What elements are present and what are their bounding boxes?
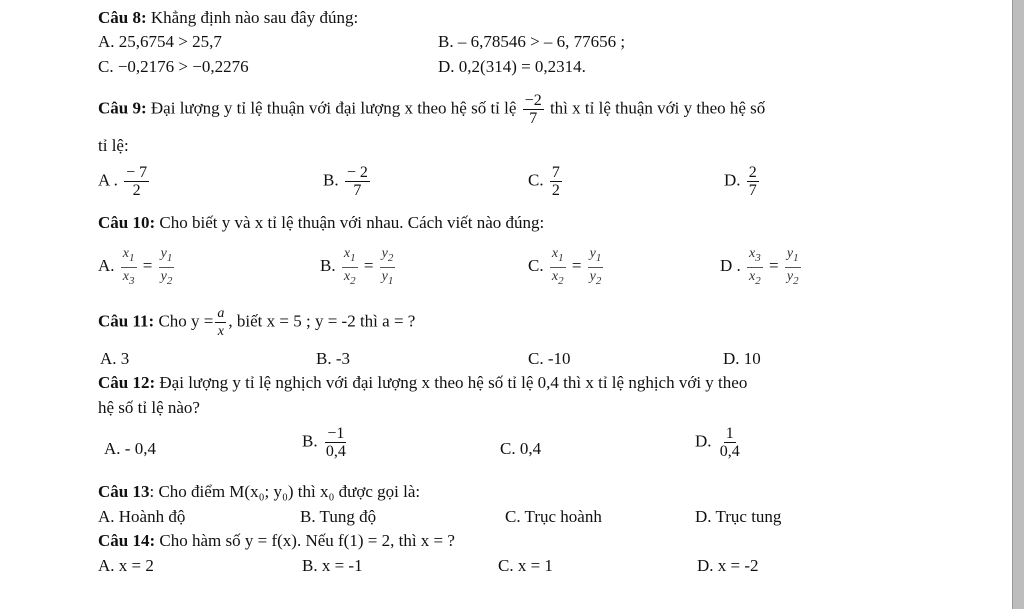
q12-d-den: 0,4 <box>719 443 740 460</box>
q10-b-n2: $y_2$ <box>380 245 396 268</box>
q9-a-den: 2 <box>132 182 141 199</box>
q9-fraction <box>523 92 544 127</box>
q9-option-d[interactable] <box>724 164 761 199</box>
q10-a-frac2 <box>159 245 175 290</box>
q12-option-a[interactable]: A. - 0,4 <box>104 439 156 458</box>
q11-text1: Cho y = <box>154 311 214 331</box>
q9-option-b[interactable] <box>323 164 372 199</box>
q11-fraction-numerator: a <box>217 306 225 321</box>
q10-b-d2: $y_1$ <box>381 268 394 287</box>
q8-option-b[interactable]: B. – 6,78546 > – 6, 77656 ; <box>438 32 626 51</box>
q13-option-b[interactable]: B. Tung độ <box>300 507 377 526</box>
q11-fraction-denominator: x <box>217 324 225 339</box>
q8-label: Câu 8: <box>98 8 147 27</box>
q13-option-a[interactable]: A. Hoành độ <box>98 507 186 526</box>
q8-option-c[interactable]: C. −0,2176 > −0,2276 <box>98 57 249 76</box>
q8-text: Khẳng định nào sau đây đúng: <box>146 8 359 27</box>
right-scrollbar[interactable] <box>1012 0 1024 609</box>
q11-option-a[interactable]: A. 3 <box>100 349 130 368</box>
q9-option-c-letter: C. <box>528 170 544 190</box>
q10-c-n2: $y_1$ <box>588 245 604 268</box>
q9-option-d-fraction <box>747 164 759 199</box>
q12-text1: Đại lượng y tỉ lệ nghịch với đại lượng x theo hệ số tỉ lệ 0,4 thì x tỉ lệ nghịch với y theo <box>155 373 748 392</box>
q10-stem <box>98 213 544 233</box>
q10-d-n1: $x_3$ <box>747 245 763 268</box>
q10-d-frac1 <box>747 245 763 290</box>
q10-option-b-letter: B. <box>320 256 336 276</box>
q10-option-c-letter: C. <box>528 256 544 276</box>
q9-option-c-fraction <box>550 164 562 199</box>
q10-b-frac2 <box>380 245 396 290</box>
q9-fraction-denominator: 7 <box>529 110 538 127</box>
q9-d-num: 2 <box>748 164 757 181</box>
q9-stem <box>98 92 765 127</box>
q10-a-n2: $y_1$ <box>159 245 175 268</box>
q8-option-a[interactable]: A. 25,6754 > 25,7 <box>98 32 222 51</box>
q9-option-a-fraction <box>124 164 149 199</box>
q10-c-equals: = <box>571 256 582 276</box>
q10-c-frac1 <box>550 245 566 290</box>
q12-option-d[interactable] <box>695 425 744 460</box>
q10-b-n1: $x_1$ <box>342 245 358 268</box>
q9-option-b-fraction <box>345 164 370 199</box>
q14-text: Cho hàm số y = f(x). Nếu f(1) = 2, thì x = ? <box>155 531 455 550</box>
q10-option-d[interactable] <box>720 245 803 290</box>
q9-option-a[interactable] <box>98 164 151 199</box>
q10-d-d2: $y_2$ <box>786 268 799 287</box>
q9-b-den: 7 <box>353 182 362 199</box>
q11-option-d[interactable]: D. 10 <box>723 349 761 368</box>
q14-stem <box>98 531 455 551</box>
q10-a-frac1 <box>121 245 137 290</box>
q11-text2: , biết x = 5 ; y = -2 thì a = ? <box>228 311 416 331</box>
q9-fraction-numerator: −2 <box>524 92 542 109</box>
q10-b-equals: = <box>363 256 374 276</box>
q12-b-num: −1 <box>327 425 345 442</box>
q10-a-equals: = <box>142 256 153 276</box>
q14-option-a[interactable]: A. x = 2 <box>98 556 154 575</box>
q9-label: Câu 9: <box>98 98 147 118</box>
q12-b-den: 0,4 <box>325 443 346 460</box>
q9-option-c[interactable] <box>528 164 564 199</box>
q11-fraction <box>215 305 226 340</box>
q12-label: Câu 12: <box>98 373 156 392</box>
q10-label: Câu 10: <box>98 213 156 232</box>
q10-c-n1: $x_1$ <box>550 245 566 268</box>
q9-a-num: − 7 <box>126 164 148 181</box>
q10-b-d1: $x_2$ <box>343 268 356 287</box>
q14-option-c[interactable]: C. x = 1 <box>498 556 553 575</box>
q10-b-frac1 <box>342 245 358 290</box>
q10-text: Cho biết y và x tỉ lệ thuận với nhau. Cách viết nào đúng: <box>155 213 545 232</box>
q12-option-b-fraction <box>324 425 348 460</box>
q9-text3: tỉ lệ: <box>98 136 129 155</box>
q13-label: Câu 13 <box>98 482 150 501</box>
q11-option-c[interactable]: C. -10 <box>528 349 571 368</box>
q9-c-num: 7 <box>551 164 560 181</box>
q13-stem <box>98 482 420 502</box>
q12-stem <box>98 373 747 393</box>
q14-option-b[interactable]: B. x = -1 <box>302 556 363 575</box>
q14-label: Câu 14: <box>98 531 156 550</box>
q13-text: : Cho điểm M(x₀; y₀) thì x₀ được gọi là: <box>149 482 421 501</box>
q10-d-frac2 <box>785 245 801 290</box>
q13-option-c[interactable]: C. Trục hoành <box>505 507 602 526</box>
q12-option-d-letter: D. <box>695 431 712 451</box>
q12-option-c[interactable]: C. 0,4 <box>500 439 542 458</box>
q10-c-d1: $x_2$ <box>551 268 564 287</box>
q9-c-den: 2 <box>551 182 560 199</box>
q12-d-num: 1 <box>725 425 734 442</box>
q10-c-d2: $y_2$ <box>589 268 602 287</box>
q12-option-b-letter: B. <box>302 431 318 451</box>
q8-stem <box>98 8 358 28</box>
q11-option-b[interactable]: B. -3 <box>316 349 350 368</box>
q12-option-b[interactable] <box>302 425 350 460</box>
q12-text2: hệ số tỉ lệ nào? <box>98 398 200 417</box>
q10-option-a[interactable] <box>98 245 176 290</box>
q11-stem <box>98 305 415 340</box>
q9-b-num: − 2 <box>346 164 368 181</box>
q10-option-c[interactable] <box>528 245 605 290</box>
q10-a-n1: $x_1$ <box>121 245 137 268</box>
q10-option-d-letter: D . <box>720 256 741 276</box>
q10-c-frac2 <box>588 245 604 290</box>
q12-option-d-fraction <box>718 425 742 460</box>
q10-d-n2: $y_1$ <box>785 245 801 268</box>
q8-option-d[interactable]: D. 0,2(314) = 0,2314. <box>438 57 586 76</box>
q10-d-equals: = <box>769 256 779 276</box>
q9-option-a-letter: A . <box>98 170 118 190</box>
q10-a-d1: $x_3$ <box>122 268 135 287</box>
q9-d-den: 7 <box>748 182 757 199</box>
q9-option-b-letter: B. <box>323 170 339 190</box>
q10-d-d1: $x_2$ <box>749 268 761 287</box>
q10-option-a-letter: A. <box>98 256 115 276</box>
q9-text2: thì x tỉ lệ thuận với y theo hệ số <box>549 98 766 118</box>
q10-option-b[interactable] <box>320 245 397 290</box>
q9-text1: Đại lượng y tỉ lệ thuận với đại lượng x theo hệ số tỉ lệ <box>146 98 517 118</box>
q13-option-d[interactable]: D. Trục tung <box>695 507 782 526</box>
q10-a-d2: $y_2$ <box>160 268 173 287</box>
q14-option-d[interactable]: D. x = -2 <box>697 556 759 575</box>
q9-option-d-letter: D. <box>724 170 741 190</box>
q11-label: Câu 11: <box>98 311 155 331</box>
